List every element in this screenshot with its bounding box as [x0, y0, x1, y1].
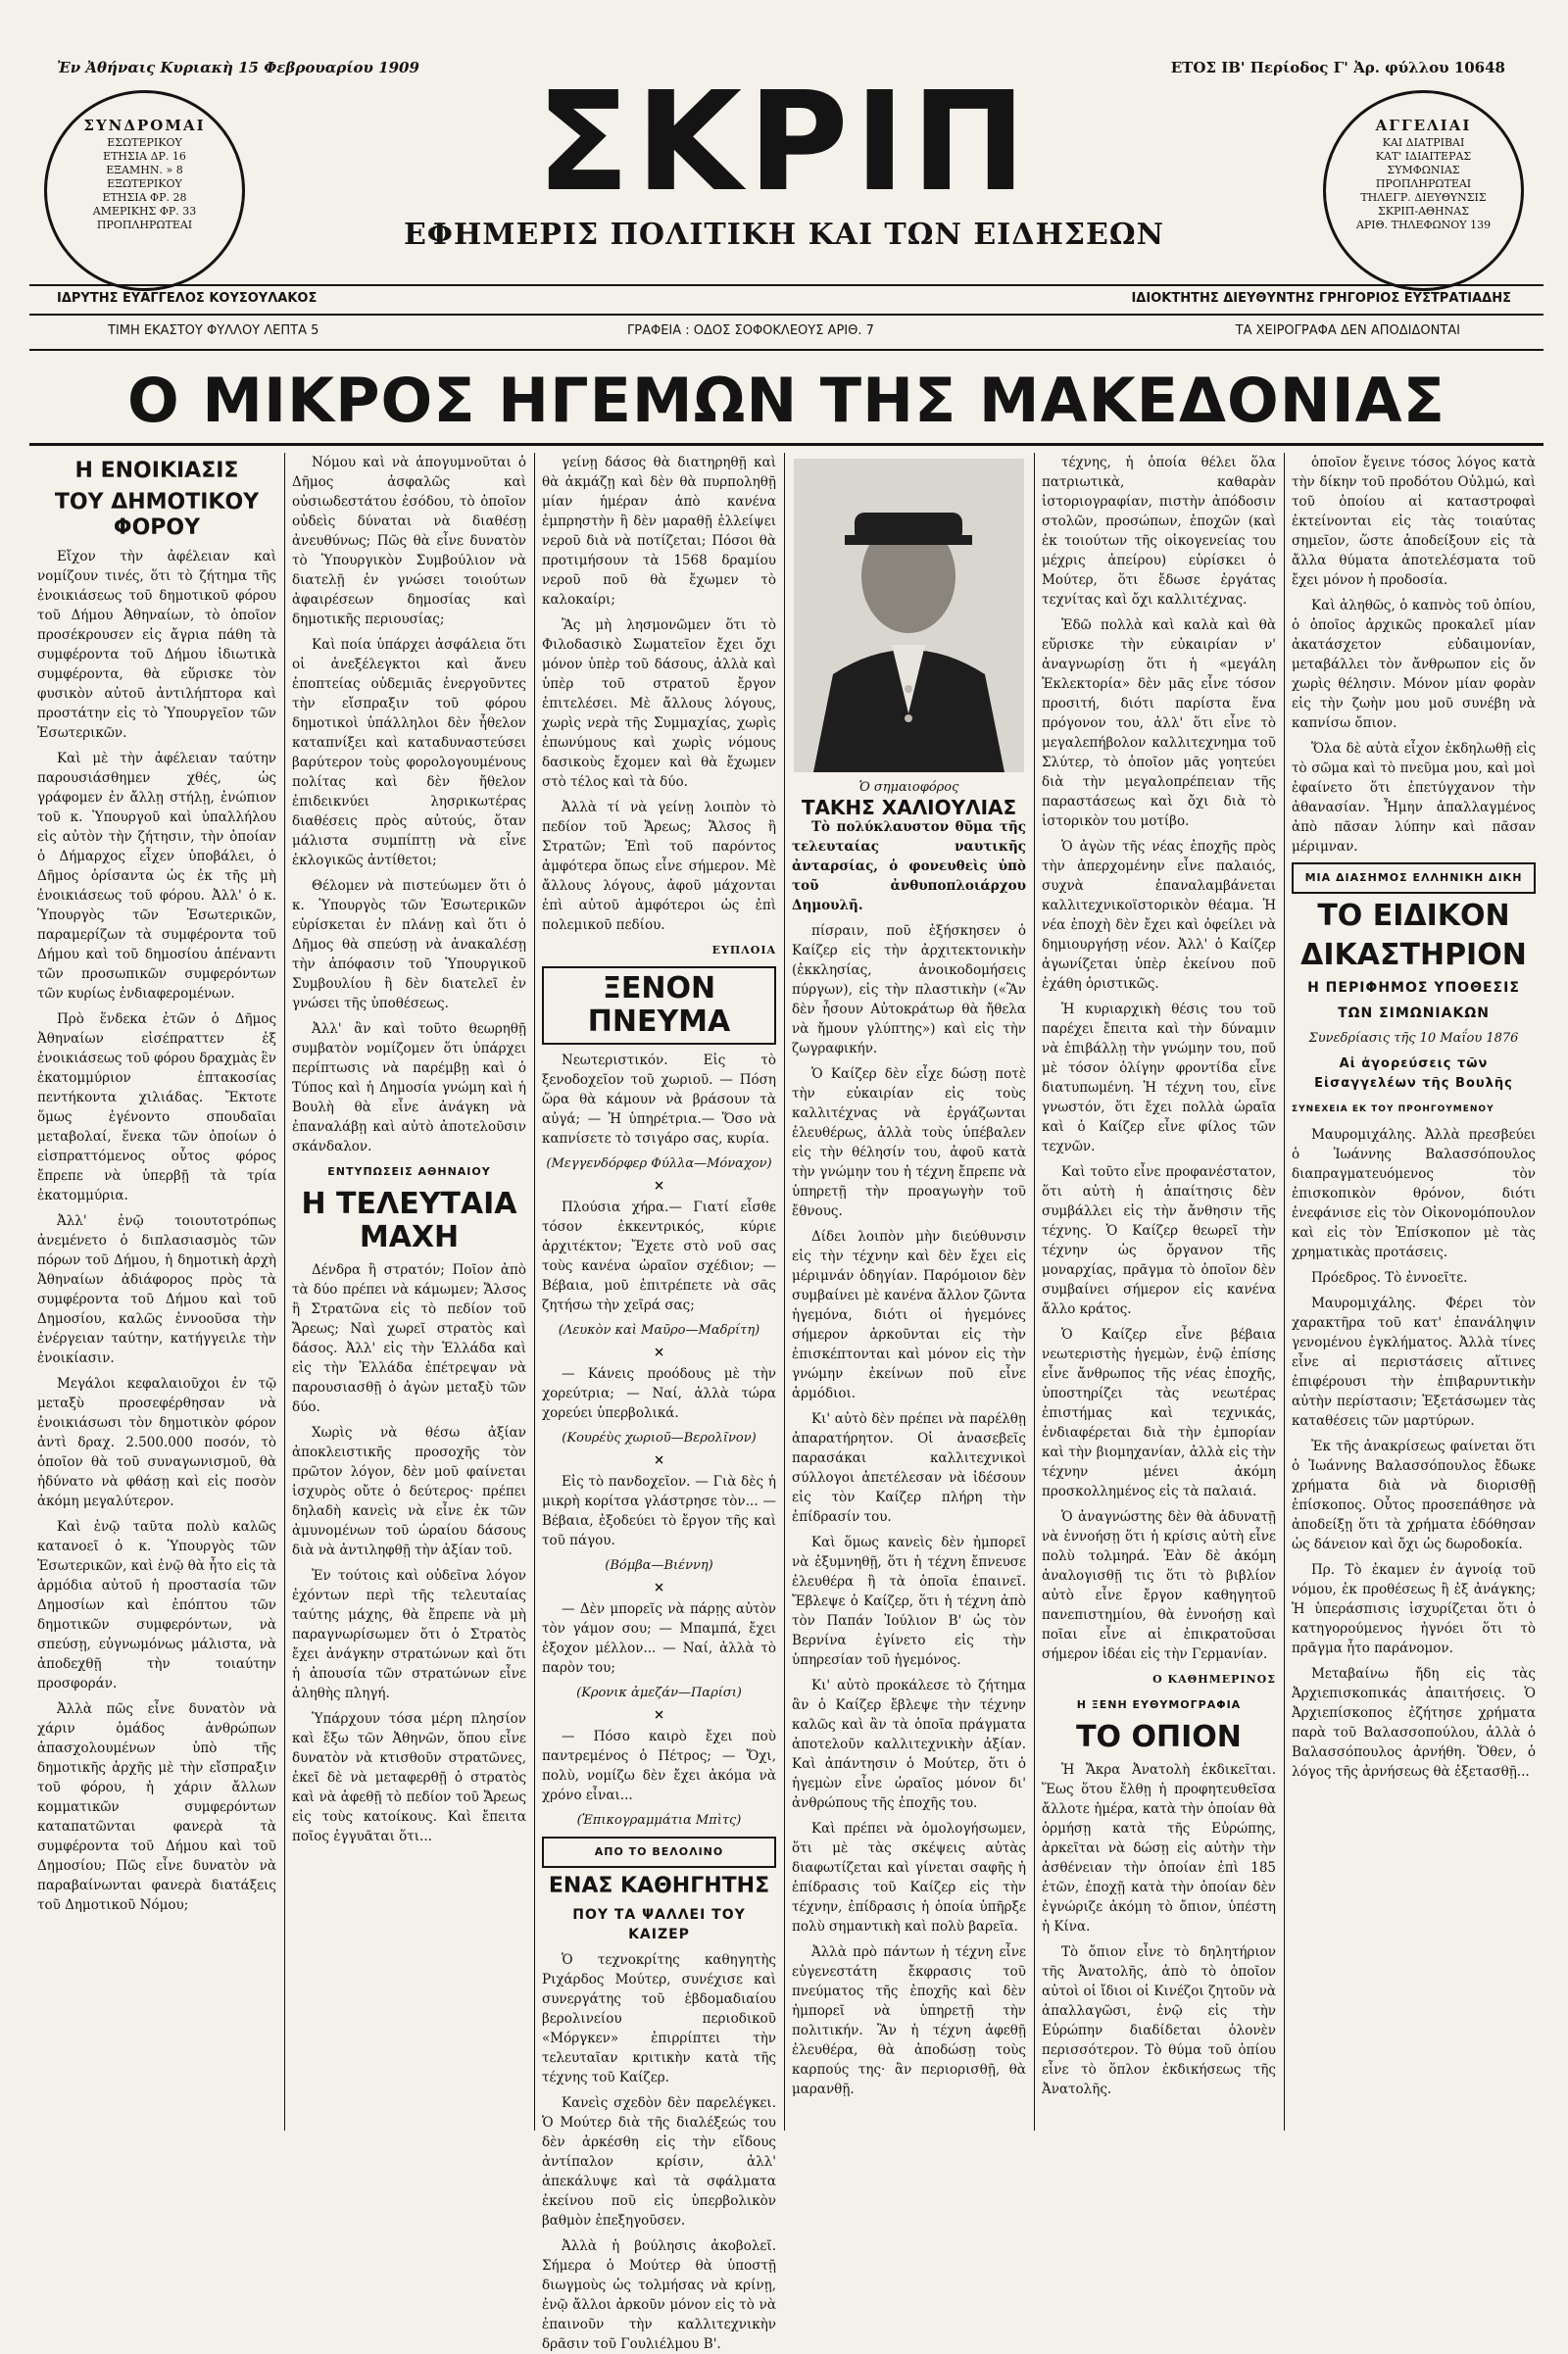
subscription-stamp: ΣΥΝΔΡΟΜΑΙ ΕΣΩΤΕΡΙΚΟΥ ΕΤΗΣΙΑ ΔΡ. 16 ΕΞΑΜΗΝ. » 8 ΕΞΩΤΕΡΙΚΟΥ ΕΤΗΣΙΑ ΦΡ. 28 ΑΜΕΡΙΚΗΣ ΦΡ. 33 ΠΡΟΠΛΗΡΩΤΕΑΙ [44, 90, 245, 291]
article-paragraph: Καὶ πρέπει νὰ ὁμολογήσωμεν, ὅτι μὲ τὰς σκέψεις αὐτὰς διαφωτίζεται καὶ γίνεται σαφῆς ἡ ἐπίδρασις τοῦ Καίζερ εἰς τὴν τέχνην, ἐπίδρασις ἡ ὁποία ὑπῆρξε πολὺ σημαντικὴ καὶ πολὺ βαρεῖα. [792, 1821, 1026, 1935]
manuscripts-line: ΤΑ ΧΕΙΡΟΓΡΑΦΑ ΔΕΝ ΑΠΟΔΙΔΟΝΤΑΙ [1235, 323, 1460, 338]
article-paragraph: Ἀλλὰ πῶς εἶνε δυνατὸν νὰ χάριν ὁμάδος ἀνθρώπων ἀπασχολουμένων ὑπὸ τῆς δημοτικῆς ἀρχῆς μὲ τὴν εἴσπραξιν τοῦ φόρου, ἡ χάριν ἄλλων κομματικῶν συμφερόντων καταπατῶνται φανερὰ τὰ συμφέροντα τοῦ Δήμου καὶ τοῦ Δημοσίου; Πῶς εἶνε δυνατὸν νὰ παραβαίνωνται φανερὰ διατάξεις τοῦ Δημοτικοῦ Νόμου; [37, 1701, 276, 1913]
article-paragraph: Μαυρομιχάλης. Φέρει τὸν χαρακτῆρα τοῦ κατ' ἐπανάληψιν γενομένου ἐγκλήματος. Ἀλλὰ τίνες εἶνε αἱ περιστάσεις αἵτινες ἐπιφέρουσι τὴν ἐπιβαρυντικὴν αὐτὴν περίστασιν; Ἐξετάσωμεν τὰς καταθέσεις τῶν μαρτύρων. [1292, 1296, 1536, 1429]
article-paragraph: Κι' αὐτὸ δὲν πρέπει νὰ παρέλθῃ ἀπαρατήρητον. Οἱ ἀνασεβεῖς παρασάκαι καλλιτεχνικοὶ σύλλογοι ἀπετέλεσαν νὰ ἰδέσουν εἰς τὸν Καίζερ πλήρη τὴν ἐπίδρασίν του. [792, 1411, 1026, 1525]
article-paragraph: Ὁ ἀγὼν τῆς νέας ἐποχῆς πρὸς τὴν ἀπερχομένην εἶνε παλαιός, συχνὰ ἐπαναλαμβάνεται καλλιτεχνικοϊστορικὸν θέαμα. Ἡ νέα ἐποχὴ δὲν ἔχει καὶ ὀφείλει νὰ δημιουργήσῃ νέον. Ἀλλ' ὁ Καίζερ ἀγωνίζεται ὑπὲρ ἐκείνου ποῦ ἐχάθη ὁριστικῶς. [1042, 839, 1276, 992]
photo-caption: Ὁ σημαιοφόρος [858, 780, 959, 795]
article-subheading: ΤΟΥ ΔΗΜΟΤΙΚΟΥ ΦΟΡΟΥ [54, 490, 260, 540]
advertising-stamp: ΑΓΓΕΛΙΑΙ ΚΑΙ ΔΙΑΤΡΙΒΑΙ ΚΑΤ' ΙΔΙΑΙΤΕΡΑΣ ΣΥΜΦΩΝΙΑΣ ΠΡΟΠΛΗΡΩΤΕΑΙ ΤΗΛΕΓΡ. ΔΙΕΥΘΥΝΣΙΣ ΣΚΡΙΠ-ΑΘΗΝΑΣ ΑΡΙΘ. ΤΗΛΕΦΩΝΟΥ 139 [1323, 90, 1524, 291]
article-paragraph: Ἀλλ' ἂν καὶ τοῦτο θεωρηθῇ συμβατὸν νομίζομεν ὅτι ὑπάρχει περίπτωσις νὰ παρέμβῃ καὶ ὁ Τύπος καὶ ἡ Δημοσία γνώμη καὶ ἡ Βουλὴ θὰ εἶνε ἀνάγκη νὰ ἐπαναλάβῃ καὶ αὐτὸ ἀποτελοῦσιν σκάνδαλον. [292, 1021, 526, 1154]
price-line: ΤΙΜΗ ΕΚΑΣΤΟΥ ΦΥΛΛΟΥ ΛΕΠΤΑ 5 [108, 323, 319, 338]
column-6 [1284, 453, 1544, 2131]
source-credit: (Λευκὸν καὶ Μαῦρο—Μαδρίτη) [558, 1323, 760, 1338]
article-paragraph: Τὸ ὄπιον εἶνε τὸ δηλητήριον τῆς Ἀνατολῆς, ἀπὸ τὸ ὁποῖον αὐτοὶ οἱ ἴδιοι οἱ Κινέζοι ζητοῦν νὰ ἀπαλλαγῶσι, ἐνῷ εἰς τὴν Εὐρώπην διαδίδεται ὁλονὲν περισσότερον. Τὸ θύμα τοῦ ὀπίου εἶνε τὸ ὅπλον ἐκδικήσεως τῆς Ἀνατολῆς. [1042, 1944, 1276, 2097]
source-credit: (Κρονικ ἀμεζάν—Παρίσι) [576, 1686, 742, 1700]
article-paragraph: Ἀλλ' ἐνῷ τοιουτοτρόπως ἀνεμένετο ὁ διπλασιασμὸς τῶν πόρων τοῦ Δήμου, ἡ δημοτικὴ ἀρχὴ Ἀθηναίων ἀδιάφορος πρὸς τὰ συμφέροντα τοῦ Δήμου καὶ τοῦ Δημοσίου, καλῶς ἐννοοῦσα τὴν ἐνέργειαν ταύτην, κατήγγειλε τὴν ἐνοικίασιν. [37, 1213, 276, 1366]
separator-cross: × [653, 1345, 665, 1360]
anecdote: Εἰς τὸ πανδοχεῖον. — Γιὰ δὲς ἡ μικρὴ κορίτσα γλάστρησε τὸν... — Βέβαια, ἐξοδεύει τὸ ἔργον τῆς καὶ τοῦ πάγου. [542, 1474, 776, 1548]
article-paragraph: Καὶ τοῦτο εἶνε προφανέστατον, ὅτι αὐτὴ ἡ ἀπαίτησις δὲν συμβάλλει εἰς τὴν ἄνθησιν τῆς τέχνης. Ὁ Καίζερ θεωρεῖ τὴν τέχνην ὡς ὄργανον τῆς μοναρχίας, πρᾶγμα τὸ ὁποῖον δὲν συμβαίνει σήμερον εἰς κανένα ἄλλο κράτος. [1042, 1164, 1276, 1317]
article-paragraph: Νόμου καὶ νὰ ἀπογυμνοῦται ὁ Δῆμος ἀσφαλῶς καὶ οὐσιωδεστάτου ἐσόδου, τὸ ὁποῖον οὐδεὶς δύναται νὰ διαθέσῃ ἀνευθύνως; Πῶς θὰ εἶνε δυνατὸν τὸ Ὑπουργικὸν Συμβούλιον νὰ διατελῇ ἐν γνώσει τοιούτων ἀφαιρέσεων δημοσίας καὶ δημοτικῆς περιουσίας; [292, 455, 526, 627]
session-dateline: Συνεδρίασις τῆς 10 Μαΐου 1876 [1308, 1031, 1519, 1046]
separator-cross: × [653, 1452, 665, 1468]
column-1 [29, 453, 284, 2131]
article-paragraph: Ὅλα δὲ αὐτὰ εἶχον ἐκδηλωθῇ εἰς τὸ σῶμα καὶ τὸ πνεῦμα μου, καὶ μοὶ ἐφαίνετο ὅτι ἐπετύγχανον τὴν ἀθανασίαν. Ἦμην ἀπαλλαγμένος ἀπὸ πᾶσαν λύπην καὶ πᾶσαν μέριμναν. [1292, 741, 1536, 855]
article-paragraph: ὁποῖον ἔγεινε τόσος λόγος κατὰ τὴν δίκην τοῦ προδότου Οὐλμώ, καὶ τοῦ ὁποίου αἱ καταστροφαὶ ἐκτείνονται εἰς τὰς τοιαύτας σημεῖον, ὥστε ἀποδείξουν εἰς τὰ ἄλλα θύματα ἀποτελέσματα τοῦ ἔχει μόνον ἡ προδοσία. [1292, 455, 1536, 588]
article-paragraph: Κι' αὐτὸ προκάλεσε τὸ ζήτημα ἂν ὁ Καίζερ ἔβλεψε τὴν τέχνην καλῶς καὶ ἂν τὰ ὁποῖα πράγματα ἀποτελοῦν καλλιτεχνικὴν ἀξίαν. Καὶ ἀπάντησιν ὁ Μούτερ, ὅτι ὁ ἡγεμὼν εἶνε ὡραῖος μόνον δι' ἀνθρώπους τῆς ἐποχῆς του. [792, 1678, 1026, 1811]
continuation-note: ΣΥΝΕΧΕΙΑ ΕΚ ΤΟΥ ΠΡΟΗΓΟΥΜΕΝΟΥ [1292, 1104, 1494, 1114]
office-line: ΓΡΑΦΕΙΑ : ΟΔΟΣ ΣΟΦΟΚΛΕΟΥΣ ΑΡΙΘ. 7 [627, 323, 874, 338]
article-paragraph: Μαυρομιχάλης. Ἀλλὰ πρεσβεύει ὁ Ἰωάννης Βαλασσόπουλος διαπραγματευόμενος τὸν ἐπισκοπικὸν θρόνον, διότι ἐνεφάνισε εἰς τὸν Οἰκονομόπουλον καὶ εἰς τὸν Ἐπίσκοπον μὲ τὰς χρηματικὰς προτάσεις. [1292, 1127, 1536, 1260]
article-heading: ΔΙΚΑΣΤΗΡΙΟΝ [1300, 938, 1527, 972]
column-2 [284, 453, 534, 2131]
article-paragraph: Ὁ τεχνοκρίτης καθηγητὴς Ριχάρδος Μούτερ, συνέχισε καὶ συνεργάτης τοῦ ἑβδομαδιαίου βερολινείου περιοδικοῦ «Μόργκεν» ἐπιρρίπτει τὴν τελευταῖαν κριτικὴν κατὰ τῆς τέχνης τοῦ Καίζερ. [542, 1952, 776, 2085]
article-paragraph: Καὶ μὲ τὴν ἀφέλειαν ταύτην παρουσιάσθημεν χθές, ὡς γράφομεν ἐν ἄλλῃ στήλῃ, ἐνώπιον τοῦ κ. Ὑπουργοῦ καὶ ὑπαλλήλου εἰς αὐτὸν τὴν ζήτησιν, τὴν ὁποίαν ὁ Δήμαρχος εἶχεν ὑποβάλει, ὁ Δῆμος ὁρίσαντα ὡς ἐκ τῆς μὴ ἐνοικιάσεως τοῦ φόρου. Ἀλλ' ὁ κ. Ὑπουργὸς τῶν Ἐσωτερικῶν, παραμερίζων τὰ συμφέροντα τοῦ Δήμου καὶ τοῦ δημοσίου ἀπέναντι τῶν προσωπικῶν συμφερόντων τῶν κυρίως ἐνδιαφερομένων. [37, 751, 276, 1002]
article-paragraph: Ὁ Καίζερ εἶνε βέβαια νεωτεριστὴς ἡγεμὼν, ἐνῷ ἐπίσης εἶνε ἄνθρωπος τῆς νέας ἐποχῆς, ὑποστηρίζει τὰς νεωτέρας ἐπιστήμας καὶ τεχνικάς, ἐνδιαφέρεται διὰ τὴν ἐμπορίαν καὶ τὴν βιομηχανίαν, ἀλλὰ εἰς τὴν τέχνην μένει ἀκόμη προσκολλημένος εἰς τὰ παλαιά. [1042, 1327, 1276, 1499]
article-subheading: ΠΟΥ ΤΑ ΨΑΛΛΕΙ ΤΟΥ ΚΑΙΖΕΡ [572, 1907, 746, 1942]
article-heading: Η ΤΕΛΕΥΤΑΙΑ ΜΑΧΗ [301, 1187, 517, 1254]
article-paragraph: Ἐδῶ πολλὰ καὶ καλὰ καὶ θὰ εὕρισκε τὴν εὐκαιρίαν ν' ἀναγνωρίσῃ ὅτι ἡ «μεγάλη Ἐκλεκτορία» δὲν μᾶς εἶνε τόσον προσιτή, διότι παρίστα ἕνα πρόγονον του, ἀλλ' ὅτι εἶνε τὸ μεγαλεπήβολον καλλιτεχνημα τοῦ Σλύτερ, τὸ ὁποῖον μᾶς γοητεύει διὰ τὴν μεγαλοπρέπειαν τῆς παραστάσεως καὶ ὄχι διὰ τὸ ἱστορικὸν του μοτίβο. [1042, 617, 1276, 829]
source-credit: (Μεγγενδόρφερ Φύλλα—Μόναχον) [546, 1156, 772, 1171]
separator-cross: × [653, 1580, 665, 1595]
issue-line: ΕΤΟΣ ΙΒ' Περίοδος Γ' Ἀρ. φύλλου 10648 [1170, 59, 1505, 76]
article-heading: ΤΟ ΟΠΙΟΝ [1076, 1720, 1242, 1754]
article-paragraph: Καὶ ἐνῷ ταῦτα πολὺ καλῶς κατανοεῖ ὁ κ. Ὑπουργὸς τῶν Ἐσωτερικῶν, καὶ ἐνῷ θὰ ἦτο εἰς τὰ ἀρμόδια αὐτοῦ ἡ προστασία τῶν Δημοσίων καὶ ἐπόπτου τῶν δημοτικῶν συμφερόντων, νὰ σπεύσῃ, εὐγνωμόνως μάλιστα, νὰ ἀποδεχθῇ τὴν τοιαύτην προσφοράν. [37, 1519, 276, 1692]
article-subheading: ΤΩΝ ΣΙΜΩΝΙΑΚΩΝ [1338, 1005, 1490, 1021]
article-paragraph: γείνῃ δάσος θὰ διατηρηθῇ καὶ θὰ ἀκμάζῃ καὶ δὲν θὰ πυρποληθῇ μίαν ἡμέραν ἀπὸ κανένα ἐμπρηστὴν ἢ δὲν μαραθῇ ἐλλείψει νεροῦ διὰ νὰ ποτίζεται; Πόσοι θὰ προτιμήσουν τὰ 1568 δραμίου νεροῦ ποῦ θὰ ἔχωμεν τὸ καλοκαίρι; [542, 455, 776, 608]
column-4 [784, 453, 1034, 2131]
article-paragraph: Ἀλλὰ τί νὰ γείνῃ λοιπὸν τὸ πεδίον τοῦ Ἄρεως; Ἄλσος ἢ Στρατῶν; Ἐπὶ τοῦ παρόντος ἀμφότερα ὅπως εἶνε σήμερον. Μὲ ἄλλους λόγους, ἀφοῦ μάχονται ἐπὶ αὐτοῦ ἀμφότεροι ὡς ἐπὶ πολεμικοῦ πεδίου. [542, 800, 776, 933]
author-signature: Ο ΚΑΘΗΜΕΡΙΝΟΣ [1152, 1673, 1276, 1686]
article-paragraph: πίσραιν, ποῦ ἐξήσκησεν ὁ Καίζερ εἰς τὴν ἀρχιτεκτονικὴν (ἐκκλησίας, ἀνοικοδομήσεις πύργων), εἰς τὴν πλαστικὴν («Ἂν δὲν ἦσουν Αὐτοκράτωρ θὰ ἤθελα νὰ ἤμουν γλύπτης») καὶ εἰς τὴν ζωγραφικήν. [792, 923, 1026, 1056]
article-paragraph: Χωρὶς νὰ θέσω ἀξίαν ἀποκλειστικῆς προσοχῆς τὸν πρῶτον λόγον, δὲν μοῦ φαίνεται ἰσχυρὸς οὔτε ὁ δεύτερος· πρέπει δηλαδὴ κανεὶς νὰ εἶνε ἐκ τῶν ἀμυνομένων τοῦ ὡραίου δάσους διὰ νὰ ἀντιληφθῇ τὴν ἀξίαν τοῦ. [292, 1425, 526, 1558]
section-label: Η ΞΕΝΗ ΕΥΘΥΜΟΓΡΑΦΙΑ [1076, 1698, 1242, 1711]
article-paragraph: Ἀλλὰ πρὸ πάντων ἡ τέχνη εἶνε εὐγενεστάτη ἔκφρασις τοῦ πνεύματος τῆς ἐποχῆς καὶ δὲν ἠμπορεῖ νὰ ὑπηρετῇ τὴν πολιτικήν. Ἂν ἡ τέχνη ἀφεθῇ ἐλευθέρα, θὰ ἀποδώσῃ τοὺς καρπούς της· ἂν περιορισθῇ, θὰ μαρανθῇ. [792, 1944, 1026, 2097]
officer-portrait-image [794, 459, 1024, 772]
portrait-photo [794, 459, 1024, 772]
date-line: Ἐν Ἀθήναις Κυριακὴ 15 Φεβρουαρίου 1909 [57, 59, 419, 76]
article-paragraph: Ὁ ἀναγνώστης δὲν θὰ ἀδυνατῇ νὰ ἐννοήσῃ ὅτι ἡ κρίσις αὐτὴ εἶνε πολὺ τολμηρά. Ἐὰν δὲ ἀκόμη ἀναλογισθῇ τις ὅτι τὸ βιβλίον αὐτὸ εἶνε ἔργον καθηγητοῦ πανεπιστημίου, θὰ ἐννοήσῃ καὶ ποῖαι εἶνε αἱ ἐπικρατοῦσαι σήμερον ἰδέαι εἰς τὴν Γερμανίαν. [1042, 1509, 1276, 1662]
article-paragraph: Θέλομεν νὰ πιστεύωμεν ὅτι ὁ κ. Ὑπουργὸς τῶν Ἐσωτερικῶν εὑρίσκεται ἐν πλάνῃ καὶ ὅτι ὁ Δῆμος θὰ σπεύσῃ νὰ ἀνακαλέσῃ τὴν ἀπόφασιν τοῦ Ὑπουργικοῦ Συμβουλίου ἢ δὲν διατελεῖ ἐν γνώσει τῆς ὑποθέσεως. [292, 878, 526, 1011]
article-paragraph: Ὑπάρχουν τόσα μέρη πλησίον καὶ ἔξω τῶν Ἀθηνῶν, ὅπου εἶνε δυνατὸν νὰ κτισθοῦν στρατῶνες, ἐκεῖ δὲ νὰ μεταφερθῇ ὁ στρατὸς καὶ νὰ ἀφεθῇ τὸ πεδίον τοῦ Ἄρεως εἰς τοὺς κατοίκους. Καὶ ἔπειτα ποῖος ἐγγυᾶται ὅτι... [292, 1711, 526, 1844]
article-paragraph: Δίδει λοιπὸν μὴν διεύθυνσιν εἰς τὴν τέχνην καὶ δὲν ἔχει εἰς μέριμνάν ὁδηγίαν. Παρόμοιον δὲν συμβαίνει μὲ κανένα ἄλλον ζῶντα ἡγεμόνα, διότι οἱ ἡγεμόνες σήμερον ἀρκοῦνται εἰς τὴν ἐπισκέπτονται καὶ μόνον εἰς τὴν γνώμην ἐκείνων ποῦ εἶνε ἁρμόδιοι. [792, 1229, 1026, 1401]
article-paragraph: Ἡ Ἄκρα Ἀνατολὴ ἐκδικεῖται. Ἕως ὅτου ἔλθῃ ἡ προφητευθεῖσα ἄλλοτε ἡμέρα, κατὰ τὴν ὁποίαν θὰ ὁρμήσῃ κατὰ τῆς Εὐρώπης, ἀρκεῖται νὰ δώσῃ εἰς αὐτὴν τὴν ἀσθένειαν τὴν ὁποίαν ἐπὶ 185 ἐτῶν, ἐποχῇ κατὰ τὴν ὁποίαν δὲν ἐγνώριζε ἀκόμη τὸ ὄπιον, ὑπέστη ἡ Κίνα. [1042, 1762, 1276, 1935]
newspaper-subtitle: ΕΦΗΜΕΡΙΣ ΠΟΛΙΤΙΚΗ ΚΑΙ ΤΩΝ ΕΙΔΗΣΕΩΝ [403, 218, 1165, 252]
photo-description: Τὸ πολύκλαυστον θῦμα τῆς τελευταίας ναυτικῆς ἀνταρσίας, ὁ φονευθεὶς ὑπὸ τοῦ ἀνθυποπλοιάρχου Δημουλῆ. [792, 819, 1026, 913]
source-credit: (Ἐπικογραμμάτια Μπὶτς) [576, 1813, 742, 1828]
article-paragraph: Ὁ Καίζερ δὲν εἶχε δώσῃ ποτὲ τὴν εὐκαιρίαν εἰς τοὺς καλλιτέχνας νὰ ἐργάζωνται ἐλευθέρως, ἀλλὰ τοὺς ὑπέβαλεν εἰς τὴν θέλησίν του, ἀφοῦ κατὰ τὴν γνώμην του ἡ τέχνη ἔπρεπε νὰ ὑπηρετῇ τὴν προαγωγὴν τοῦ ἔθνους. [792, 1066, 1026, 1219]
article-paragraph: Πρὸ ἕνδεκα ἐτῶν ὁ Δῆμος Ἀθηναίων εἰσέπραττεν ἐξ ἐνοικιάσεως τοῦ φόρου δραχμὰς ἓν ἑκατομμύριον ἑπτακοσίας πεντήκοντα χιλιάδας. Ἔκτοτε ὅμως ἐγένοντο σπουδαῖαι μεταβολαί, ἕνεκα τῶν ὁποίων ὁ εἰσπραττόμενος οὗτος φόρος ἔπρεπε νὰ ὑπερβῇ τὰ τρία ἑκατομμύρια. [37, 1011, 276, 1203]
article-paragraph: Δένδρα ἢ στρατόν; Ποῖον ἀπὸ τὰ δύο πρέπει νὰ κάμωμεν; Ἄλσος ἢ Στρατῶνα εἰς τὸ πεδίον τοῦ Ἄρεως; Ναὶ χωρεῖ στρατὸς καὶ δάσος. Ἀλλ' εἰς τὴν Ἑλλάδα καὶ εἰς τὴν Ἑλλάδα ἐπέτρεψαν νὰ παρουσιασθῇ ὁ ἀγὼν μεταξὺ τῶν δύο. [292, 1262, 526, 1415]
article-paragraph: Ἡ κυριαρχικὴ θέσις του τοῦ παρέχει ἔπειτα καὶ τὴν δύναμιν νὰ ἐπιβάλλῃ τὴν γνώμην του, ποῦ μὲ τόσον ὀλίγην φροντίδα εἶνε διατυπωμένη. Ἡ τέχνη του, εἶνε γνωστόν, ὅτι ἔχει πολλὰ ὡραῖα καὶ ὁ Καίζερ εἶνε φίλος τῶν τεχνῶν. [1042, 1002, 1276, 1154]
article-paragraph: Ἐν τούτοις καὶ οὐδεῖνα λόγον ἐχόντων περὶ τῆς τελευταίας ταύτης μάχης, θὰ ἔπρεπε νὰ μὴ παραγνωρίσωμεν ὅτι ὁ Στρατὸς ἔχει ἀνάγκην στρατώνων καὶ ὅτι ἡ ἀπουσία τῶν στρατώνων εἶνε ἀληθὴς πληγή. [292, 1568, 526, 1701]
article-paragraph: Εἴχον τὴν ἀφέλειαν καὶ νομίζουν τινές, ὅτι τὸ ζήτημα τῆς ἐνοικιάσεως τοῦ δημοτικοῦ φόρου τοῦ Δήμου Ἀθηναίων, τὸ ὁποῖον προσέκρουσεν εἰς ἄγρια πάθη τὰ συμφέροντα τοῦ Δήμου ἰδιωτικὰ συμφέροντα, θὰ εὕρισκε τὸν φυσικὸν αὐτοῦ ἀντιλήπτορα καὶ προστάτην εἰς τὸ Ὑπουργεῖον τῶν Ἐσωτερικῶν. [37, 549, 276, 741]
article-paragraph: τέχνης, ἡ ὁποία θέλει ὅλα πατριωτικὰ, καθαρὰν ἱστοριογραφίαν, πιστὴν ἀπόδοσιν στολῶν, προσώπων, ἐποχῶν (καὶ ἐκ τοιούτων τῆς οἰκογενείας του μέχρις ἀπείρου) εὑρίσκει ὁ Μούτερ, ὅτι ἔδωσε ἐργάτας τεχνίτας καὶ ὄχι καλλιτέχνας. [1042, 455, 1276, 608]
masthead-divider [29, 284, 1544, 286]
column-3 [534, 453, 784, 2352]
article-paragraph: Καὶ ποία ὑπάρχει ἀσφάλεια ὅτι οἱ ἀνεξέλεγκτοι καὶ ἄνευ ἐποπτείας οὐδεμιᾶς ἐνεργοῦντες τὴν εἴσπραξιν τοῦ φόρου δημοτικοὶ ὑπάλληλοι δὲν ἦθελον καταπνίξει καὶ καταδυναστεύσει βαρύτερον τοὺς φορολογουμένους πολίτας καὶ δὲν ἤθελον ἐπιδεικνύει λησρικωτέρας διαθέσεις πρὸς αὐτούς, ὅταν μάλιστα συμπίπτῃ νὰ εἶνε ἐκλογικῶς ἀντίθετοι; [292, 637, 526, 868]
article-paragraph: Καὶ ἀληθῶς, ὁ καπνὸς τοῦ ὀπίου, ὁ ὁποῖος ἀρχικῶς προκαλεῖ μίαν ἀκατάσχετον εὐδαιμονίαν, μεταβάλλει τὸν ἄνθρωπον εἰς ὄν χωρὶς θέλησιν. Μόνον μίαν φορὰν εἰς τὴν ζωὴν μου μοῦ συνέβη νὰ καπνίσω ὄπιον. [1292, 598, 1536, 731]
article-paragraph: Πρ. Τὸ ἐκαμεν ἐν ἀγνοίᾳ τοῦ νόμου, ἐκ προθέσεως ἢ ἐξ ἀνάγκης; Ἡ ὑπεράσπισις ἰσχυρίζεται ὅτι ὁ κατηγορούμενος ἠγνόει ὅτι τὸ πρᾶγμα ἦτο παράνομον. [1292, 1562, 1536, 1656]
source-credit: (Βόμβα—Βιέννη) [605, 1558, 713, 1573]
info-divider-top [29, 314, 1544, 316]
article-heading: ΤΟ ΕΙΔΙΚΟΝ [1317, 899, 1510, 933]
source-credit: (Κουρέὺς χωριοῦ—Βερολῖνον) [562, 1431, 757, 1446]
anecdote: — Δὲν μπορεῖς νὰ πάρῃς αὐτὸν τὸν γάμον σου; — Μπαμπά, ἔχει ἐξοχον μέλλον... — Ναί, ἀλλὰ τὸ παρὸν του; [542, 1601, 776, 1676]
article-paragraph: Μεγάλοι κεφαλαιοῦχοι ἐν τῷ μεταξὺ προσεφέρθησαν νὰ ἐνοικιάσωσι τὸν δημοτικὸν φόρον ἀντὶ δραχ. 2.500.000 ποσόν, τὸ ὁποῖον θὰ τοῦ συναγωνισμοῦ, θὰ ἠδύνατο νὰ φθάσῃ καὶ εἰς ποσὸν ἀκόμη μεγαλύτερον. [37, 1376, 276, 1509]
founder-line: ΙΔΡΥΤΗΣ ΕΥΑΓΓΕΛΟΣ ΚΟΥΣΟΥΛΑΚΟΣ [57, 291, 318, 306]
headline-divider [29, 443, 1544, 446]
section-label: ΑΠΟ ΤΟ ΒΕΛΟΛΙΝΟ [542, 1837, 776, 1868]
article-paragraph: Ἂς μὴ λησμονῶμεν ὅτι τὸ Φιλοδασικὸ Σωματεῖον ἔχει ὄχι μόνον ὑπὲρ τοῦ δάσους, ἀλλὰ καὶ ὑπὲρ τοῦ στρατοῦ ἔργον ἐπιτελέσει. Μὲ ἄλλους λόγους, χωρὶς νερὰ τῆς Συμμαχίας, χωρὶς ἐπωνύμους καὶ χωρὶς νόμους δασικοὺς ἔχομεν καὶ θὰ ἔχωμεν στὸ τέλος καὶ τὰ δύο. [542, 617, 776, 790]
article-heading: Η ΕΝΟΙΚΙΑΣΙΣ [74, 459, 239, 483]
author-signature: ΕΥΠΛΟΙΑ [711, 944, 776, 956]
anecdote: Πλούσια χήρα.— Γιατί εἶσθε τόσον ἐκκεντρικός, κύριε ἀρχιτέκτον; Ἔχετε στὸ νοῦ σας τοὺς κανένα ὡραῖον σχέδιον; — Βέβαια, μοῦ ἐπιτρέπετε νὰ σᾶς ζητήσω τὴν χεῖρά σας; [542, 1200, 776, 1313]
info-divider-bottom [29, 349, 1544, 351]
section-label: ΕΝΤΥΠΩΣΕΙΣ ΑΘΗΝΑΙΟΥ [327, 1165, 491, 1178]
separator-cross: × [653, 1707, 665, 1723]
main-headline: Ο ΜΙΚΡΟΣ ΗΓΕΜΩΝ ΤΗΣ ΜΑΚΕΔΟΝΙΑΣ [127, 365, 1446, 436]
photo-subject-name: ΤΑΚΗΣ ΧΑΛΙΟΥΛΙΑΣ [801, 796, 1017, 819]
article-paragraph: Ἐκ τῆς ἀνακρίσεως φαίνεται ὅτι ὁ Ἰωάννης Βαλασσόπουλος ἔδωκε χρήματα διὰ νὰ διορισθῇ ἐπίσκοπος. Οὗτος προσεπάθησε νὰ ἀποδείξῃ ὅτι τὰ χρήματα ἐδόθησαν ὡς δάνειον καὶ ὄχι ὡς δωροδοκία. [1292, 1439, 1536, 1552]
article-paragraph: Μεταβαίνω ἤδη εἰς τὰς Ἀρχιεπισκοπικάς ἀπαιτήσεις. Ὁ Ἀρχιεπίσκοπος ἐζήτησε χρήματα παρὰ τοῦ Βαλασσοπούλου, ἀλλὰ ὁ Βαλασσόπουλος ἀρνήθη. Ὅθεν, ὁ λόγος τῆς ἀρνήσεως θὰ ἐξετασθῇ... [1292, 1666, 1536, 1780]
anecdote: — Πόσο καιρὸ ἔχει ποὺ παντρεμένος ὁ Πέτρος; — Ὄχι, πολὺ, νομίζω δὲν ἔχει ἀκόμα νὰ χρόνο εἶναι... [542, 1729, 776, 1803]
article-paragraph: Πρόεδρος. Τὸ ἐννοεῖτε. [1311, 1270, 1468, 1286]
anecdote: — Κάνεις προόδους μὲ τὴν χορεύτρια; — Ναί, ἀλλὰ τώρα χορεύει ὑπερβολικά. [542, 1366, 776, 1421]
section-label: ΜΙΑ ΔΙΑΣΗΜΟΣ ΕΛΛΗΝΙΚΗ ΔΙΚΗ [1292, 862, 1536, 894]
article-paragraph: Κανεὶς σχεδὸν δὲν παρελέγκει. Ὁ Μούτερ διὰ τῆς διαλέξεώς του δὲν ἀρκέσθη εἰς τὴν εἴδους ἀντίπαλον κρίσιν, ἀλλ' ἀπεκάλυψε καὶ τὰ σφάλματα ἐκείνου ποῦ εἰς ὑπερβολικὸν βαθμὸν ἐπεξηγοῦσεν. [542, 2095, 776, 2229]
article-subheading: Η ΠΕΡΙΦΗΜΟΣ ΥΠΟΘΕΣΙΣ [1307, 980, 1520, 996]
owner-line: ΙΔΙΟΚΤΗΤΗΣ ΔΙΕΥΘΥΝΤΗΣ ΓΡΗΓΟΡΙΟΣ ΕΥΣΤΡΑΤΙΑΔΗΣ [1131, 291, 1511, 306]
article-subheading: Αἱ ἀγορεύσεις τῶν Εἰσαγγελέων τῆς Βουλῆς [1314, 1056, 1513, 1091]
column-5 [1034, 453, 1284, 2131]
anecdote: Νεωτεριστικόν. Εἰς τὸ ξενοδοχεῖον τοῦ χωριοῦ. — Πόση ὥρα θὰ κάμουν νὰ βράσουν τὰ αὐγά; — Ἡ ὑπηρέτρια.— Ὅσο νὰ καπνίσετε τὸ τσιγάρο σας, κυρία. [542, 1053, 776, 1147]
article-paragraph: Καὶ ὅμως κανεὶς δὲν ἠμπορεῖ νὰ ἐξυμνηθῇ, ὅτι ἡ τέχνη ἔπνευσε ἐλευθέρα ἢ τὰ ὁποῖα ἐπαινεῖ. Ἔβλεψε ὁ Καίζερ, ὅτι ἡ τέχνη ἀπὸ τὸν Παπάν Ἰούλιον Β' ὡς τὸν Βερνίνα ἐγίνετο εἰς τὴν ὑπηρεσίαν τοῦ ἡγεμόνος. [792, 1535, 1026, 1668]
article-paragraph: Ἀλλὰ ἡ βούλησις ἀκοβολεῖ. Σήμερα ὁ Μούτερ θὰ ὑποστῇ διωγμοὺς ὡς τολμήσας νὰ κρίνῃ, ἐνῷ ἄλλοι ἀρκοῦν μόνον εἰς τὸ νὰ ἐπαινοῦν τὴν καλλιτεχνικὴν δρᾶσιν τοῦ Γουλιέλμου Β'. [542, 2238, 776, 2352]
separator-cross: × [653, 1178, 665, 1194]
article-heading: ΕΝΑΣ ΚΑΘΗΓΗΤΗΣ [548, 1874, 770, 1898]
newspaper-title: ΣΚΡΙΠ [536, 63, 1032, 222]
article-heading: ΞΕΝΟΝ ΠΝΕΥΜΑ [542, 966, 776, 1045]
